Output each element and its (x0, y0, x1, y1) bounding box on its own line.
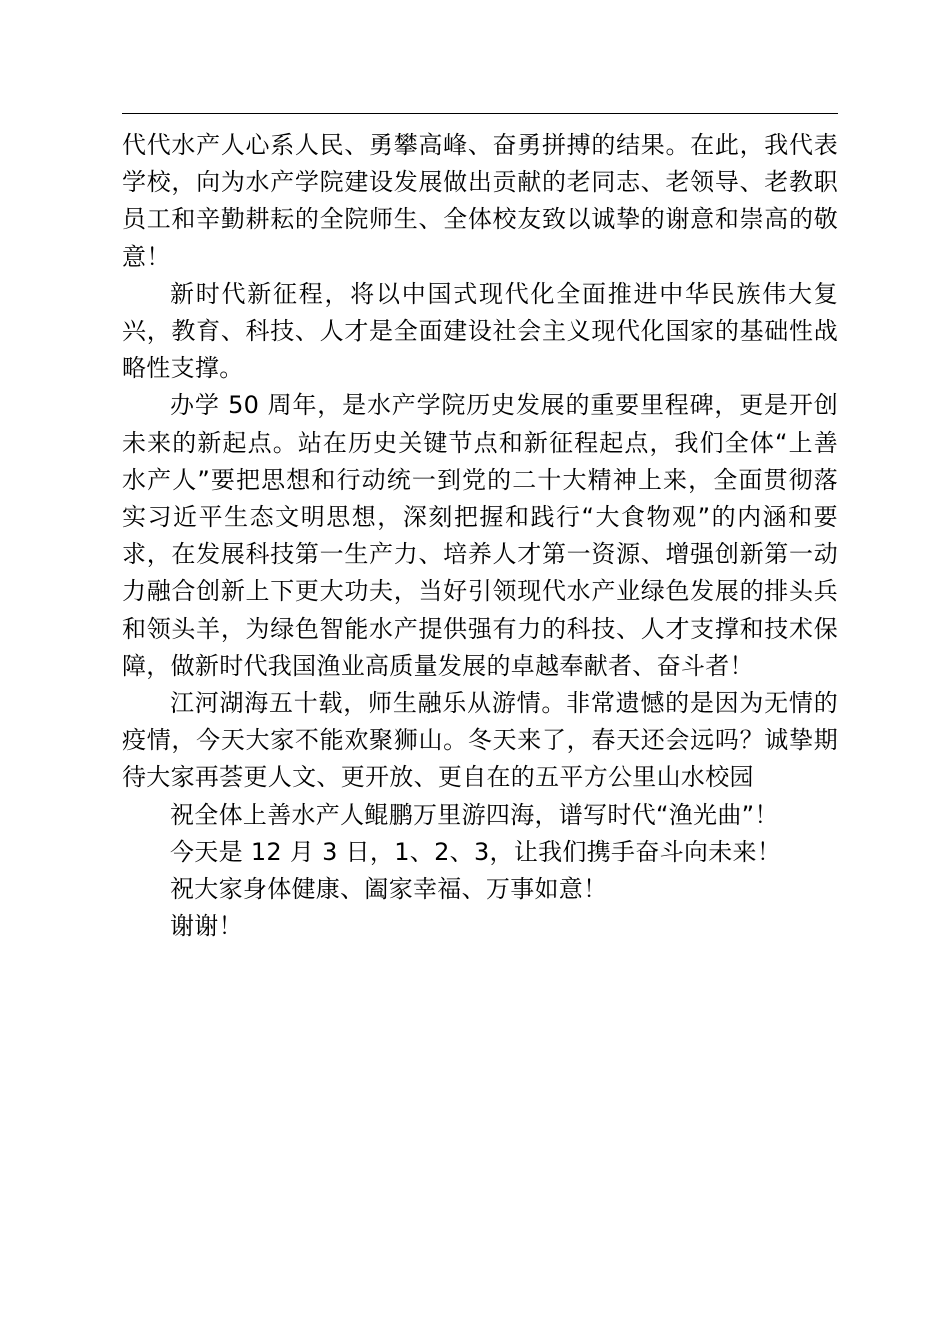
paragraph-3: 办学 50 周年，是水产学院历史发展的重要里程碑，更是开创未来的新起点。站在历史关键节点和新征程起点，我们全体“上善水产人”要把思想和行动统一到党的二十大精神上来，全面贯彻落实习近平生态文明思想，深刻把握和践行“大食物观”的内涵和要求，在发展科技第一生产力、培养人才第一资源、增强创新第一动力融合创新上下更大功夫，当好引领现代水产业绿色发展的排头兵和领头羊，为绿色智能水产提供强有力的科技、人才支撑和技术保障，做新时代我国渔业高质量发展的卓越奉献者、奋斗者！ (122, 391, 838, 680)
paragraph-8: 谢谢！ (170, 912, 243, 941)
document-body (122, 127, 838, 945)
paragraph-6: 今天是 12 月 3 日，1、2、3，让我们携手奋斗向未来！ (170, 837, 782, 866)
header-rule (122, 113, 838, 114)
paragraph-4: 江河湖海五十载，师生融乐从游情。非常遗憾的是因为无情的疫情，今天大家不能欢聚狮山。冬天来了，春天还会远吗？诚挚期待大家再荟更人文、更开放、更自在的五平方公里山水校园 (122, 689, 838, 792)
paragraph-2: 新时代新征程，将以中国式现代化全面推进中华民族伟大复兴，教育、科技、人才是全面建设社会主义现代化国家的基础性战略性支撑。 (122, 279, 838, 383)
paragraph-5: 祝全体上善水产人鲲鹏万里游四海，谱写时代“渔光曲”！ (170, 800, 779, 829)
paragraph-1: 代代水产人心系人民、勇攀高峰、奋勇拼搏的结果。在此，我代表学校，向为水产学院建设发展做出贡献的老同志、老领导、老教职员工和辛勤耕耘的全院师生、全体校友致以诚挚的谢意和崇高的敬意！ (122, 131, 838, 271)
paragraph-7: 祝大家身体健康、阖家幸福、万事如意！ (170, 875, 608, 904)
